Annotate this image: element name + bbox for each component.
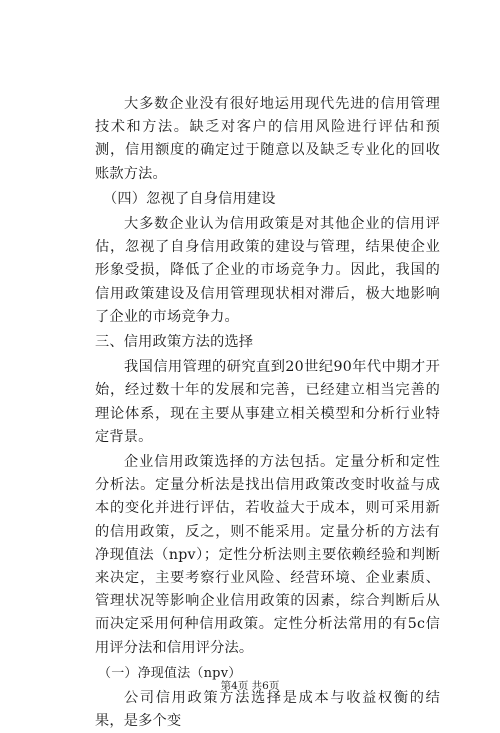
document-body	[95, 93, 440, 733]
section-heading-method-selection: 三、信用政策方法的选择	[95, 334, 254, 351]
page-number-footer: 第4页 共6页	[220, 680, 280, 692]
section-heading-npv: （一）净现值法（npv）	[98, 665, 242, 681]
paragraph-npv-intro: 公司信用政策方法选择是成本与收益权衡的结果，是多个变	[95, 690, 440, 730]
section-heading-self-credit: （四）忽视了自身信用建设	[103, 190, 276, 207]
paragraph-self-credit: 大多数企业认为信用政策是对其他企业的信用评估，忽视了自身信用政策的建设与管理，结果使企业形象受损，降低了企业的市场竞争力。因此，我国的信用政策建设及信用管理现状相对滞后，极大地影响了企业的市场竞争力。	[95, 216, 440, 325]
paragraph-credit-technology: 大多数企业没有很好地运用现代先进的信用管理技术和方法。缺乏对客户的信用风险进行评估和预测，信用额度的确定过于随意以及缺乏专业化的回收账款方法。	[95, 96, 440, 182]
paragraph-research-history: 我国信用管理的研究直到20世纪90年代中期才开始，经过数十年的发展和完善，已经建立相当完善的理论体系，现在主要从事建立相关模型和分析行业特定背景。	[95, 359, 440, 445]
paragraph-methods: 企业信用政策选择的方法包括。定量分析和定性分析法。定量分析法是找出信用政策改变时收益与成本的变化并进行评估，若收益大于成本，则可采用新的信用政策，反之，则不能采用。定量分析的方法有净现值法（npv）；定性分析法则主要依赖经验和判断来决定，主要考察行业风险、经营环境、企业素质、管理状况等影响企业信用政策的因素，综合判断后从而决定采用何种信用政策。定性分析法常用的有5c信用评分法和信用评分法。	[95, 454, 440, 656]
